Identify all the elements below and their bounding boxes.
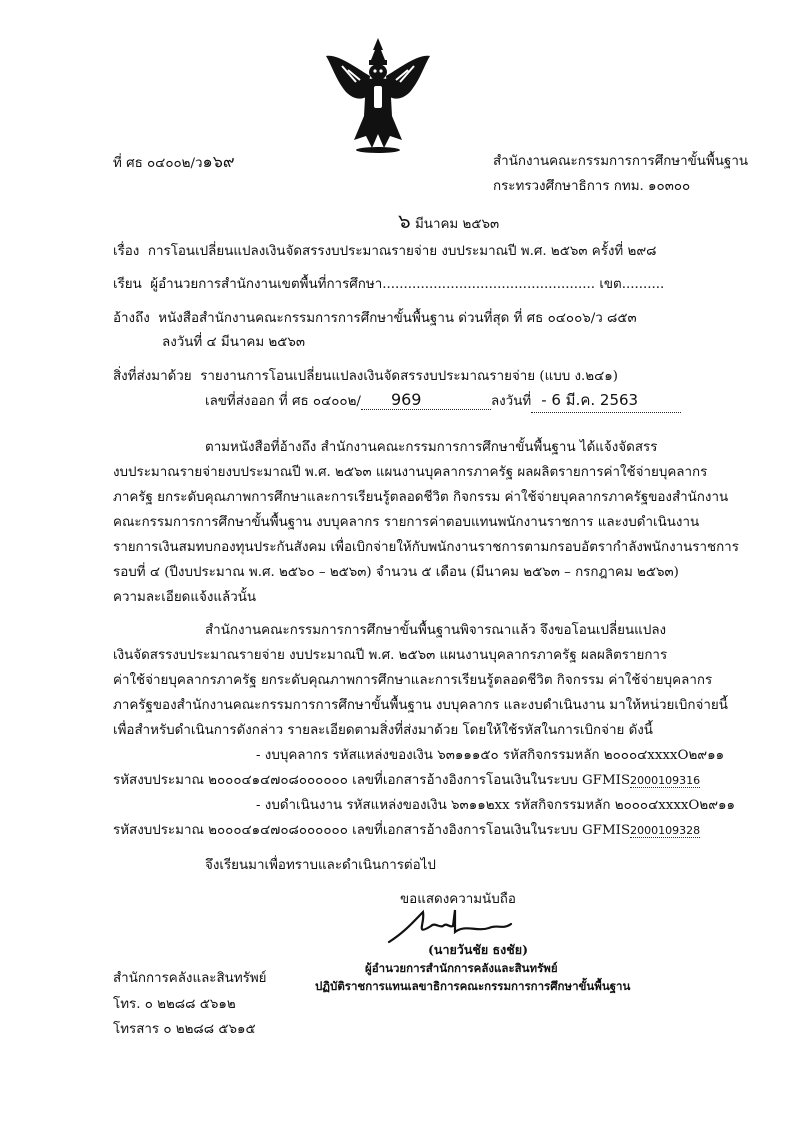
reference-text: หนังสือสำนักงานคณะกรรมการการศึกษาขั้นพื้นฐาน ด่วนที่สุด ที่ ศธ ๐๔๐๐๖/ว ๘๕๓: [158, 311, 637, 326]
para1-line: รายการเงินสมทบกองทุนประกันสังคม เพื่อเบิกจ่ายให้กับพนักงานราชการตามกรอบอัตรากำลังพนักงานราชการ: [113, 540, 739, 555]
budget-item-2-code-text: รหัสงบประมาณ ๒๐๐๐๔๑๔๗๐๘๐๐๐๐๐๐ เลขที่เอกสารอ้างอิงการโอนเงินในระบบ GFMIS: [113, 823, 631, 838]
budget-item-2-ref: 2000109328: [630, 824, 701, 837]
para1-line: คณะกรรมการการศึกษาขั้นพื้นฐาน งบบุคลากร รายการค่าตอบแทนพนักงานราชการ และงบดำเนินงาน: [113, 515, 700, 530]
reference-line: [113, 307, 637, 328]
para1-line: ความละเอียดแจ้งแล้วนั้น: [113, 590, 257, 605]
outgoing-number-line: [205, 388, 681, 413]
budget-item-2-code: [113, 819, 700, 840]
outgoing-date-value: - 6 มี.ค. 2563: [531, 388, 681, 413]
date-month-year: มีนาคม ๒๕๖๓: [414, 217, 500, 232]
subject-label: เรื่อง: [113, 244, 140, 259]
signatory-name: (นายวันชัย ธงชัย): [428, 942, 528, 957]
signatory-acting-title: ปฏิบัติราชการแทนเลขาธิการคณะกรรมการการศึกษาขั้นพื้นฐาน: [315, 979, 631, 993]
enclosure-text: รายงานการโอนเปลี่ยนแปลงเงินจัดสรรงบประมาณรายจ่าย (แบบ ง.๒๔๑): [200, 369, 618, 384]
budget-item-1: - งบบุคลากร รหัสแหล่งของเงิน ๖๓๑๑๑๕๐ รหัสกิจกรรมหลัก ๒๐๐๐๔xxxxO๒๙๑๑: [256, 748, 725, 763]
outgoing-date-label: ลงวันที่: [490, 394, 532, 409]
footer-phone: โทร. ๐ ๒๒๘๘ ๕๖๑๒: [113, 997, 236, 1012]
reference-date: ลงวันที่ ๔ มีนาคม ๒๕๖๓: [162, 335, 306, 350]
budget-item-1-code: [113, 769, 700, 790]
subject-text: การโอนเปลี่ยนแปลงเงินจัดสรรงบประมาณรายจ่าย งบประมาณปี พ.ศ. ๒๕๖๓ ครั้งที่ ๒๙๘: [147, 244, 657, 259]
org-address: กระทรวงศึกษาธิการ กทม. ๑๐๓๐๐: [493, 179, 691, 194]
closing-line: จึงเรียนมาเพื่อทราบและดำเนินการต่อไป: [205, 858, 436, 873]
para1-line: ตามหนังสือที่อ้างถึง สำนักงานคณะกรรมการการศึกษาขั้นพื้นฐาน ได้แจ้งจัดสรร: [205, 440, 658, 455]
addressee-label: เรียน: [113, 277, 142, 292]
para2-line: เงินจัดสรรงบประมาณรายจ่าย งบประมาณปี พ.ศ. ๒๕๖๓ แผนงานบุคลากรภาครัฐ ผลผลิตรายการ: [113, 648, 668, 663]
budget-item-2: - งบดำเนินงาน รหัสแหล่งของเงิน ๖๓๑๑๒xx รหัสกิจกรรมหลัก ๒๐๐๐๔xxxxO๒๙๑๑: [256, 798, 736, 813]
garuda-emblem-icon: [318, 36, 438, 154]
outgoing-number-value: 969: [361, 390, 491, 410]
outgoing-number-label: เลขที่ส่งออก ที่ ศธ ๐๔๐๐๒/: [205, 394, 361, 409]
budget-item-1-ref: 2000109316: [630, 774, 701, 787]
addressee-dots: ..................................................: [382, 277, 596, 292]
para1-line: ภาครัฐ ยกระดับคุณภาพการศึกษาและการเรียนรู้ตลอดชีวิต กิจกรรม ค่าใช้จ่ายบุคลากรภาครัฐของสำนักงาน: [113, 490, 729, 505]
salutation: ขอแสดงความนับถือ: [400, 892, 516, 907]
document-date: [398, 205, 499, 237]
footer-office: สำนักการคลังและสินทรัพย์: [113, 971, 267, 986]
org-name: สำนักงานคณะกรรมการการศึกษาขั้นพื้นฐาน: [493, 154, 748, 169]
addressee-text: ผู้อำนวยการสำนักงานเขตพื้นที่การศึกษา: [150, 277, 383, 292]
para1-line: รอบที่ ๔ (ปีงบประมาณ พ.ศ. ๒๕๖๐ – ๒๕๖๓) จำนวน ๕ เดือน (มีนาคม ๒๕๖๓ – กรกฎาคม ๒๕๖๓): [113, 565, 679, 580]
enclosure-label: สิ่งที่ส่งมาด้วย: [113, 369, 192, 384]
addressee-line: [113, 273, 664, 294]
signatory-title: ผู้อำนวยการสำนักการคลังและสินทรัพย์: [365, 961, 558, 975]
addressee-area: เขต..........: [599, 277, 665, 292]
subject-line: [113, 240, 656, 261]
para2-line: ค่าใช้จ่ายบุคลากรภาครัฐ ยกระดับคุณภาพการศึกษาและการเรียนรู้ตลอดชีวิต กิจกรรม ค่าใช้จ่ายบุคลากร: [113, 673, 713, 688]
para2-line: ภาครัฐของสำนักงานคณะกรรมการการศึกษาขั้นพื้นฐาน งบบุคลากร และงบดำเนินงาน มาให้หน่วยเบิกจ่ายนี้: [113, 698, 728, 713]
document-number: [113, 150, 235, 175]
para2-line: สำนักงานคณะกรรมการการศึกษาขั้นพื้นฐานพิจารณาแล้ว จึงขอโอนเปลี่ยนแปลง: [205, 623, 667, 638]
budget-item-1-code-text: รหัสงบประมาณ ๒๐๐๐๔๑๔๗๐๘๐๐๐๐๐๐ เลขที่เอกสารอ้างอิงการโอนเงินในระบบ GFMIS: [113, 773, 631, 788]
enclosure-line: [113, 365, 618, 386]
para2-line: เพื่อสำหรับดำเนินการดังกล่าว รายละเอียดตามสิ่งที่ส่งมาด้วย โดยให้ใช้รหัสในการเบิกจ่าย ดังนี้: [113, 723, 653, 738]
date-day-handwritten: ๖: [398, 209, 411, 233]
reference-label: อ้างถึง: [113, 311, 150, 326]
para1-line: งบประมาณรายจ่ายงบประมาณปี พ.ศ. ๒๕๖๓ แผนงานบุคลากรภาครัฐ ผลผลิตรายการค่าใช้จ่ายบุคลากร: [113, 465, 708, 480]
document-number-prefix: ที่ ศธ ๐๔๐๐๒/ว: [113, 156, 203, 171]
footer-fax: โทรสาร ๐ ๒๒๘๘ ๕๖๑๕: [113, 1022, 256, 1037]
document-number-handwritten: ๑๖๙: [202, 152, 235, 171]
